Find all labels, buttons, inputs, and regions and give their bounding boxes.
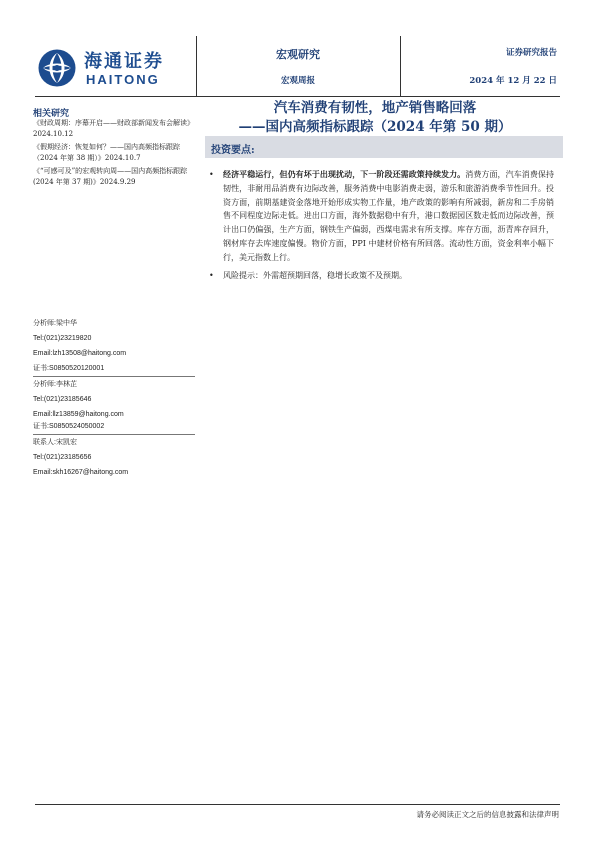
analyst-2-cert: 证书:S0850524050002 <box>33 423 105 430</box>
key-point-item <box>209 269 554 283</box>
key-points <box>209 168 554 282</box>
report-category: 宏观研究 <box>276 48 320 61</box>
analyst-contacts <box>33 318 195 482</box>
analyst-1-name: 分析师:梁中华 <box>33 320 77 327</box>
section-label-investment-points: 投资要点: <box>211 145 255 156</box>
analyst-2-name: 分析师:李林芷 <box>33 381 77 388</box>
report-date: 2024 年 12 月 22 日 <box>469 76 557 86</box>
header-divider-right <box>400 36 401 96</box>
haitong-logo-icon <box>37 48 77 88</box>
contact-divider <box>33 376 195 377</box>
contact-email[interactable]: Email:skh16267@haitong.com <box>33 469 129 476</box>
report-title-sub: ——国内高频指标跟踪（2024 年第 50 期） <box>238 119 512 135</box>
analyst-1-email[interactable]: Email:lzh13508@haitong.com <box>33 350 127 357</box>
key-point-item <box>209 168 554 265</box>
logo-text-en: HAITONG <box>86 72 160 87</box>
analyst-1-cert: 证书:S0850520120001 <box>33 365 105 372</box>
key-point-lead: 经济平稳运行，但仍有坏于出现扰动，下一阶段还需政策持续发力。 <box>223 169 466 179</box>
analyst-2-tel: Tel:(021)23185646 <box>33 396 92 403</box>
footer-disclaimer: 请务必阅读正文之后的信息披露和法律声明 <box>416 810 559 819</box>
bullet-dot-icon: • <box>209 270 214 280</box>
analyst-2-email[interactable]: Email:llz13859@haitong.com <box>33 411 124 418</box>
bullet-dot-icon: • <box>209 170 214 179</box>
contact-tel: Tel:(021)23185656 <box>33 454 92 461</box>
section-header-bar <box>205 136 563 158</box>
related-research-title: 相关研究 <box>33 109 70 119</box>
related-research-list <box>33 118 195 190</box>
footer-rule <box>35 804 560 805</box>
key-point-body: 消费方面，汽车消费保持韧性，非耐用品消费有边际改善，服务消费中电影消费走弱，游乐和旅游消费季节性回升。投资方面，前期基建资金落地开始形成实物工作量，地产政策的影响有所减弱，新房和二手房销售不同程度边际走低。进出口方面，海外数据稳中有升，港口数据园区数走低而边际改善，预计出口仍偏强，生产方面，钢铁生产偏弱，西煤电需求有所支撑。库存方面，沥青库存回升，钢材库存去库速度偏慢。物价方面，PPI 中建材价格有所回落。流动性方面，资金利率小幅下行，美元指数上行。 <box>223 170 554 262</box>
contact-name: 联系人:宋凯宏 <box>33 439 77 446</box>
analyst-1-tel: Tel:(021)23219820 <box>33 335 92 342</box>
doc-type: 证券研究报告 <box>505 48 557 58</box>
report-title-main: 汽车消费有韧性，地产销售略回落 <box>273 100 477 116</box>
header-divider-left <box>196 36 197 96</box>
contact-divider <box>33 434 195 435</box>
related-item[interactable]: 《“可感可及”的宏观转向周——国内高频指标跟踪(2024 年第 37 期)》2024.9.29 <box>33 167 188 186</box>
related-item[interactable]: 《假期经济：恢复如何？——国内高频指标跟踪（2024 年第 38 期）》2024.10.7 <box>33 143 180 162</box>
risk-warning: 风险提示：外需超预期回落，稳增长政策不及预期。 <box>223 270 407 280</box>
related-item[interactable]: 《财政周期：序幕开启——财政部新闻发布会解读》2024.10.12 <box>33 119 194 138</box>
report-type: 宏观周报 <box>280 76 315 86</box>
logo-text-cn: 海通证券 <box>84 51 164 72</box>
